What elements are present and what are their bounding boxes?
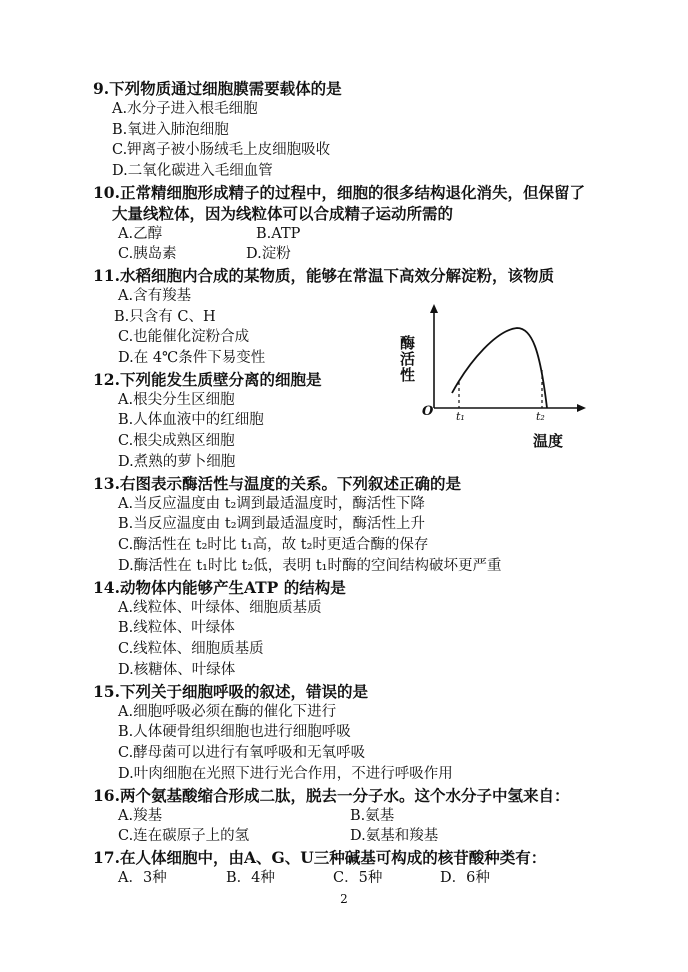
- y-axis-arrow: [430, 304, 438, 313]
- question-13-stem: 13.右图表示酶活性与温度的关系。下列叙述正确的是: [93, 474, 461, 493]
- question-15-stem: 15.下列关于细胞呼吸的叙述，错误的是: [93, 682, 368, 701]
- q12-option-a: A.根尖分生区细胞: [118, 392, 235, 408]
- q9-option-d: D.二氧化碳进入毛细血管: [112, 163, 273, 179]
- q11-option-a: A.含有羧基: [118, 288, 192, 304]
- question-9-stem: 9.下列物质通过细胞膜需要载体的是: [93, 79, 342, 98]
- q14-option-c: C.线粒体、细胞质基质: [118, 641, 264, 657]
- graph-svg: [392, 300, 592, 450]
- q15-option-d: D.叶肉细胞在光照下进行光合作用，不进行呼吸作用: [118, 766, 453, 782]
- q16-option-d: D.氨基和羧基: [350, 828, 439, 844]
- graph-ylabel-3: 性: [400, 366, 416, 384]
- q15-option-c: C.酵母菌可以进行有氧呼吸和无氧呼吸: [118, 745, 366, 761]
- q13-option-b: B.当反应温度由 t₂调到最适温度时，酶活性上升: [118, 516, 426, 532]
- q11-option-d: D.在 4℃条件下易变性: [118, 350, 266, 366]
- enzyme-activity-graph: [392, 300, 592, 450]
- q16-option-c: C.连在碳原子上的氢: [118, 828, 250, 844]
- question-17-stem: 17.在人体细胞中，由A、G、U三种碱基可构成的核苷酸种类有：: [93, 848, 547, 867]
- page-number: 2: [340, 892, 348, 906]
- graph-xlabel: 温度: [533, 432, 564, 450]
- q10-option-c: C.胰岛素: [118, 246, 177, 262]
- q14-option-a: A.线粒体、叶绿体、细胞质基质: [118, 600, 322, 616]
- q12-option-c: C.根尖成熟区细胞: [118, 433, 235, 449]
- q14-option-d: D.核糖体、叶绿体: [118, 662, 236, 678]
- q16-option-a: A.羧基: [118, 808, 163, 824]
- q9-option-a: A.水分子进入根毛细胞: [112, 101, 258, 117]
- graph-t2: t₂: [536, 410, 545, 423]
- graph-t1: t₁: [456, 410, 465, 423]
- graph-ylabel-2: 活: [400, 350, 416, 368]
- q11-option-c: C.也能催化淀粉合成: [118, 329, 250, 345]
- q13-option-c: C.酶活性在 t₂时比 t₁高，故 t₂时更适合酶的保存: [118, 537, 429, 553]
- graph-origin: O: [422, 404, 434, 419]
- q11-option-b: B.只含有 C、H: [114, 309, 216, 325]
- q10-option-b: B.ATP: [256, 226, 301, 242]
- q14-option-b: B.线粒体、叶绿体: [118, 620, 235, 636]
- q13-option-a: A.当反应温度由 t₂调到最适温度时，酶活性下降: [118, 496, 425, 512]
- q15-option-a: A.细胞呼吸必须在酶的催化下进行: [118, 704, 337, 720]
- q10-option-a: A.乙醇: [118, 226, 163, 242]
- q16-option-b: B.氨基: [350, 808, 395, 824]
- q13-option-d: D.酶活性在 t₁时比 t₂低，表明 t₁时酶的空间结构破坏更严重: [118, 558, 502, 574]
- question-16-stem: 16.两个氨基酸缩合形成二肽，脱去一分子水。这个水分子中氢来自：: [93, 786, 570, 805]
- q17-option-a: A．3种: [118, 870, 167, 886]
- q12-option-d: D.煮熟的萝卜细胞: [118, 454, 236, 470]
- question-12-stem: 12.下列能发生质壁分离的细胞是: [93, 370, 322, 389]
- graph-ylabel-1: 酶: [400, 334, 416, 352]
- q9-option-c: C.钾离子被小肠绒毛上皮细胞吸收: [112, 142, 331, 158]
- q12-option-b: B.人体血液中的红细胞: [118, 412, 264, 428]
- question-11-stem: 11.水稻细胞内合成的某物质，能够在常温下高效分解淀粉，该物质: [93, 266, 554, 285]
- q17-option-d: D．6种: [440, 870, 490, 886]
- question-10-stem: 10.正常精细胞形成精子的过程中，细胞的很多结构退化消失，但保留了: [93, 183, 585, 202]
- activity-curve: [452, 328, 547, 408]
- q15-option-b: B.人体硬骨组织细胞也进行细胞呼吸: [118, 724, 351, 740]
- q10-option-d: D.淀粉: [246, 246, 291, 262]
- question-10-stem-cont: 大量线粒体，因为线粒体可以合成精子运动所需的: [112, 204, 454, 223]
- q17-option-c: C．5种: [333, 870, 383, 886]
- x-axis-arrow: [577, 404, 586, 412]
- q9-option-b: B.氧进入肺泡细胞: [112, 122, 229, 138]
- question-14-stem: 14.动物体内能够产生ATP 的结构是: [93, 578, 346, 597]
- q17-option-b: B．4种: [226, 870, 275, 886]
